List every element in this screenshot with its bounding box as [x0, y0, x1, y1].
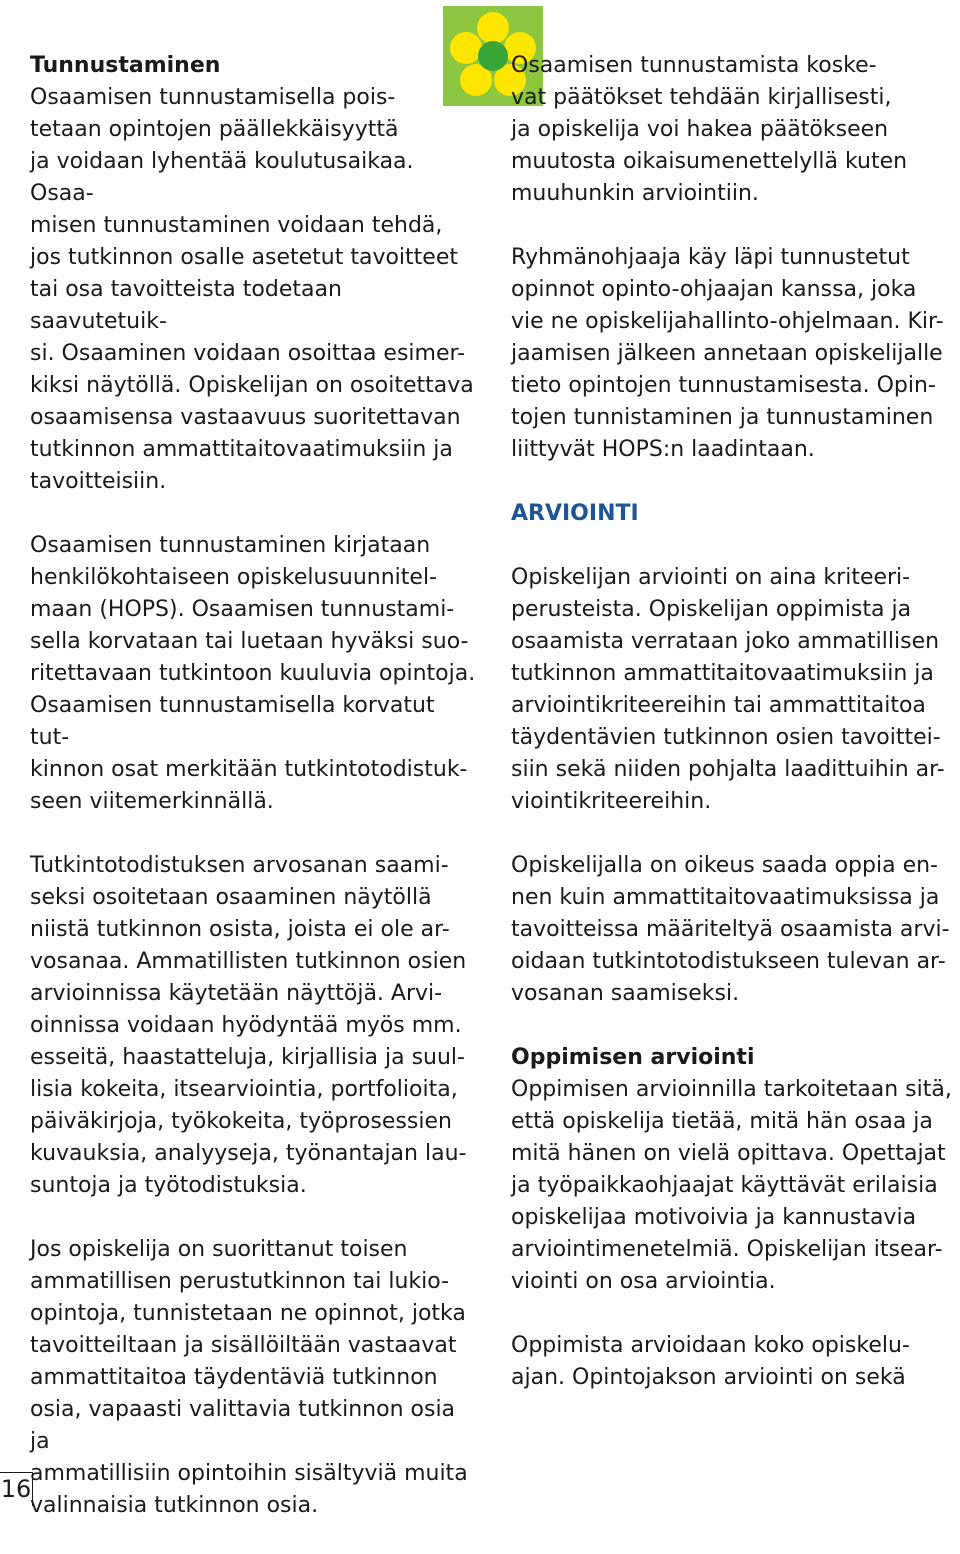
paragraph: Osaamisen tunnustamista koske- vat päätökset tehdään kirjallisesti, ja opiskelija voi hakea päätökseen muutosta oikaisumenettelyllä kuten muuhunkin arviointiin. [511, 53, 908, 206]
left-column [30, 50, 480, 1554]
page-number: 16 [0, 1472, 33, 1506]
paragraph: Opiskelijan arviointi on aina kriteeri- perusteista. Opiskelijan oppimista ja osaamista verrataan joko ammatillisen tutkinnon ammattitaitovaatimuksiin ja arviointikriteereihin tai ammattitaitoa täydentävien tutkinnon osien tavoittei- siin sekä niiden pohjalta laadittuihin ar- viointikriteereihin. [511, 565, 945, 814]
paragraph: Opiskelijalla on oikeus saada oppia en- nen kuin ammattitaitovaatimuksissa ja tavoitteissa määriteltyä osaamista arvi- oidaan tutkintotodistukseen tulevan ar- vosanan saamiseksi. [511, 853, 950, 1006]
paragraph: Osaamisen tunnustamisella pois- tetaan opintojen päällekkäisyyttä ja voidaan lyhentää koulutusaikaa. Osaa- misen tunnustaminen voidaan tehdä, jos tutkinnon osalle asetetut tavoitteet tai osa tavoitteista todetaan saavutetuik- si. Osaaminen voidaan osoittaa esimer- kiksi näytöllä. Opiskelijan on osoitettava osaamisensa vastaavuus suoritettavan tutkinnon ammattitaitovaatimuksiin ja tavoitteisiin. [30, 85, 474, 494]
paragraph: Osaamisen tunnustaminen kirjataan henkilökohtaiseen opiskelusuunnitel- maan (HOPS). Osaamisen tunnustami- sella korvataan tai luetaan hyväksi suo- ritettavaan tutkintoon kuuluvia opintoja. Osaamisen tunnustamisella korvatut tut- kinnon osat merkitään tutkintotodistuk- seen viitemerkinnällä. [30, 533, 476, 814]
paragraph: Oppimista arvioidaan koko opiskelu- ajan. Opintojakson arviointi on sekä [511, 1333, 910, 1390]
oppimisen-arviointi-section [511, 1042, 959, 1298]
arviointi-heading: ARVIOINTI [511, 501, 639, 526]
tunnustaminen-section [30, 50, 480, 498]
subheading: Oppimisen arviointi [511, 1045, 755, 1070]
section-title: Tunnustaminen [30, 53, 221, 78]
paragraph: Tutkintotodistuksen arvosanan saami- seksi osoitetaan osaaminen näytöllä niistä tutkinnon osista, joista ei ole ar- vosanaa. Ammatillisten tutkinnon osien arvioinnissa käytetään näyttöjä. Arvi- oinnissa voidaan hyödyntää myös mm. esseitä, haastatteluja, kirjallisia ja suul- lisia kokeita, itsearviointia, portfolioita, päiväkirjoja, työkokeita, työprosessien kuvauksia, analyyseja, työnantajan lau- suntoja ja työtodistuksia. [30, 853, 467, 1198]
paragraph: Jos opiskelija on suorittanut toisen ammatillisen perustutkinnon tai lukio- opintoja, tunnistetaan ne opinnot, jotka tavoitteiltaan ja sisällöiltään vastaavat ammattitaitoa täydentäviä tutkinnon osia, vapaasti valittavia tutkinnon osia ja ammatillisiin opintoihin sisältyviä muita valinnaisia tutkinnon osia. [30, 1237, 468, 1518]
right-column [511, 50, 959, 1426]
paragraph: Oppimisen arvioinnilla tarkoitetaan sitä, että opiskelija tietää, mitä hän osaa ja mitä hänen on vielä opittava. Opettajat ja työpaikkaohjaajat käyttävät erilaisia opiskelijaa motivoivia ja kannustavia arviointimenetelmiä. Opiskelijan itsear- viointi on osa arviointia. [511, 1077, 952, 1294]
paragraph: Ryhmänohjaaja käy läpi tunnustetut opinnot opinto-ohjaajan kanssa, joka vie ne opiskelijahallinto-ohjelmaan. Kir- jaamisen jälkeen annetaan opiskelijalle tieto opintojen tunnustamisesta. Opin- tojen tunnistaminen ja tunnustaminen liittyvät HOPS:n laadintaan. [511, 245, 944, 462]
